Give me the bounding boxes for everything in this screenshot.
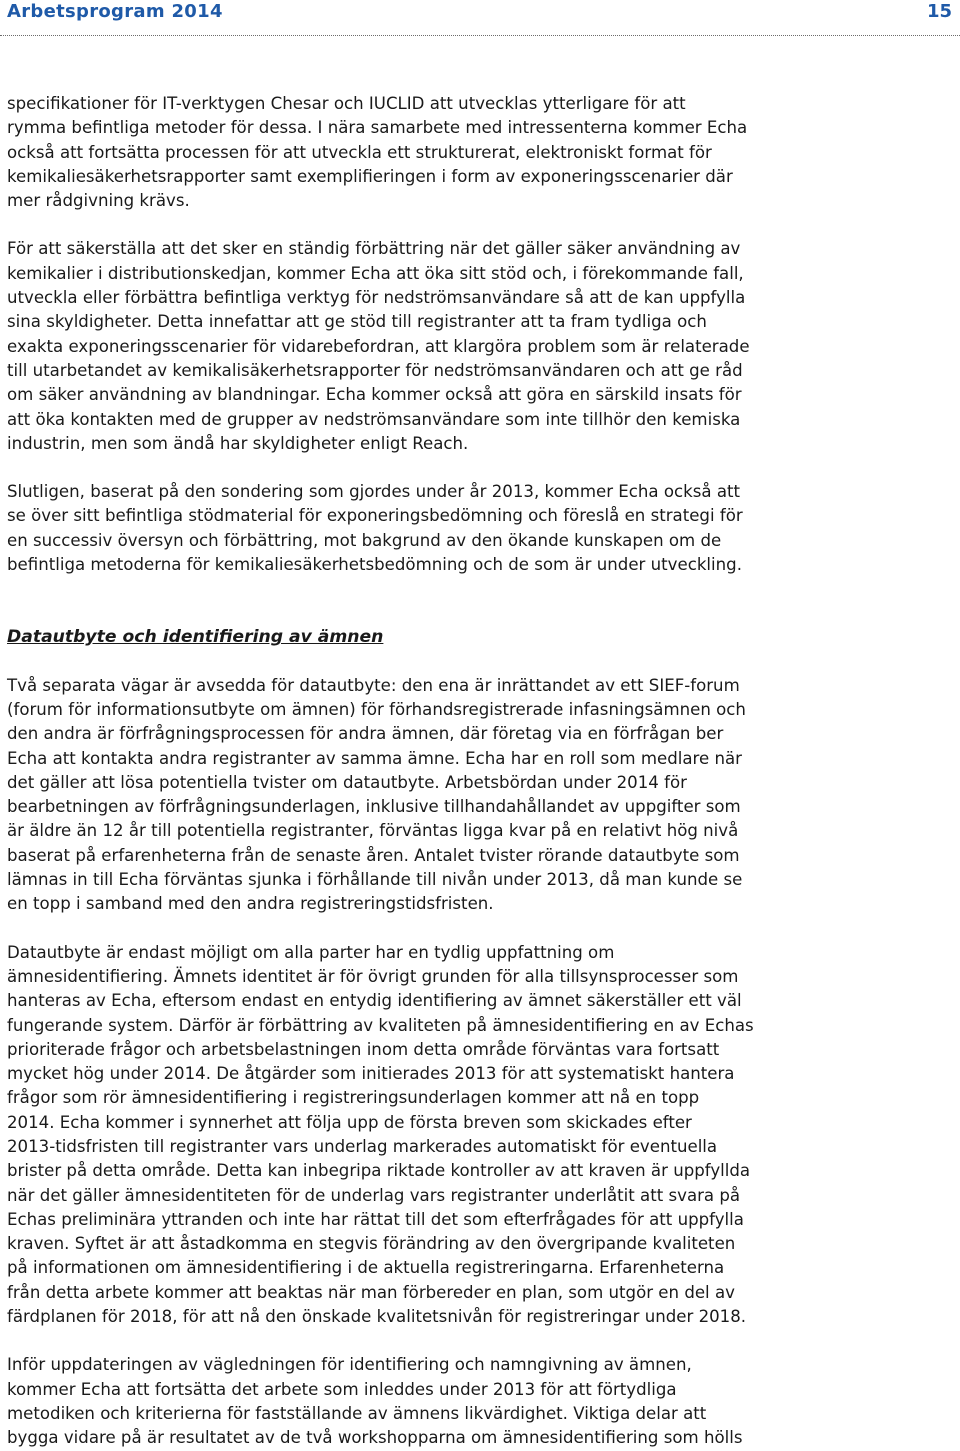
text-line: frågor som rör ämnesidentifiering i registreringsunderlagen kommer att nå en topp (7, 1088, 700, 1108)
paragraph-safe-use (7, 237, 957, 456)
paragraph-guidance-update (7, 1353, 957, 1450)
text-line: när det gäller ämnesidentiteten för de underlag vars registranter underlåtit att svara på (7, 1185, 741, 1205)
text-line: specifikationer för IT-verktygen Chesar och IUCLID att utvecklas ytterligare för att (7, 94, 686, 113)
text-line: befintliga metoderna för kemikaliesäkerhetsbedömning och de som är under utveckling. (7, 555, 742, 575)
text-line: hanteras av Echa, eftersom endast en entydig identifiering av ämnet säkerställer ett väl (7, 991, 742, 1011)
text-line: prioriterade frågor och arbetsbelastningen inom detta område förväntas vara fortsatt (7, 1039, 720, 1059)
text-line: det gäller att lösa potentiella tvister om datautbyte. Arbetsbördan under 2014 för (7, 772, 687, 792)
text-line: är äldre än 12 år till potentiella registranter, förväntas ligga kvar på en relativt hög nivå (7, 821, 739, 841)
text-line: exakta exponeringsscenarier för vidarebefordran, att klargöra problem som är relaterade (7, 336, 750, 356)
paragraph-it-tools (7, 92, 957, 213)
text-line: bygga vidare på är resultatet av de två workshopparna om ämnesidentifiering som hölls (7, 1428, 743, 1448)
paragraph-conclusion (7, 480, 957, 577)
page-number: 15 (926, 1, 952, 22)
text-line: brister på detta område. Detta kan inbegripa riktade kontroller av att kraven är uppfyllda (7, 1161, 751, 1181)
text-line: metodiken och kriterierna för fastställande av ämnens likvärdighet. Viktiga delar att (7, 1403, 707, 1423)
text-line: sina skyldigheter. Detta innefattar att ge stöd till registranter att ta fram tydliga och (7, 312, 707, 332)
text-line: Inför uppdateringen av vägledningen för identifiering och namngivning av ämnen, (7, 1355, 692, 1375)
text-line: Echa att kontakta andra registranter av samma ämne. Echa har en roll som medlare när (7, 748, 742, 768)
text-line: baserat på erfarenheterna från de senaste åren. Antalet tvister rörande datautbyte som (7, 845, 740, 865)
text-line: Två separata vägar är avsedda för datautbyte: den ena är inrättandet av ett SIEF-forum (7, 675, 740, 695)
text-line: 2013-tidsfristen till registranter vars underlag markerades automatiskt för eventuella (7, 1136, 718, 1156)
text-line: (forum för informationsutbyte om ämnen) för förhandsregistrerade infasningsämnen och (7, 699, 746, 719)
paragraph-data-sharing (7, 674, 957, 917)
text-line: fungerande system. Därför är förbättring av kvaliteten på ämnesidentifiering en av Echas (7, 1015, 754, 1035)
page-header (0, 0, 960, 34)
text-line: kraven. Syftet är att åstadkomma en stegvis förändring av den övergripande kvaliteten (7, 1234, 736, 1254)
text-line: 2014. Echa kommer i synnerhet att följa upp de första breven som skickades efter (7, 1112, 692, 1132)
text-line: Echas preliminära yttranden och inte har rättat till det som efterfrågades för att uppfylla (7, 1209, 744, 1229)
text-line: om säker användning av blandningar. Echa kommer också att göra en särskild insats för (7, 385, 742, 405)
text-line: en topp i samband med den andra registreringstidsfristen. (7, 894, 494, 914)
text-line: kemikalier i distributionskedjan, kommer Echa att öka sitt stöd och, i förekommande fall, (7, 263, 744, 283)
text-line: att öka kontakten med de grupper av nedströmsanvändare som inte tillhör den kemiska (7, 409, 741, 429)
text-line: till utarbetandet av kemikalisäkerhetsrapporter för nedströmsanvändaren och att ge råd (7, 360, 743, 380)
text-line: kemikaliesäkerhetsrapporter samt exemplifieringen i form av exponeringsscenarier där (7, 166, 733, 186)
text-line: mycket hög under 2014. De åtgärder som initierades 2013 för att systematiskt hantera (7, 1064, 735, 1084)
text-line: en successiv översyn och förbättring, mot bakgrund av den ökande kunskapen om de (7, 530, 722, 550)
text-line: också att fortsätta processen för att utveckla ett strukturerat, elektroniskt format för (7, 142, 712, 162)
section-heading: Datautbyte och identifiering av ämnen (7, 627, 384, 648)
text-line: Slutligen, baserat på den sondering som gjordes under år 2013, kommer Echa också att (7, 482, 741, 502)
text-line: lämnas in till Echa förväntas sjunka i förhållande till nivån under 2013, då man kunde se (7, 870, 743, 890)
header-title: Arbetsprogram 2014 (7, 1, 223, 22)
text-line: ämnesidentifiering. Ämnets identitet är för övrigt grunden för alla tillsynsprocesser som (7, 966, 739, 986)
text-line: rymma befintliga metoder för dessa. I nära samarbete med intressenterna kommer Echa (7, 118, 748, 138)
text-line: För att säkerställa att det sker en ständig förbättring när det gäller säker användning av (7, 239, 741, 259)
text-line: den andra är förfrågningsprocessen för andra ämnen, där företag via en förfrågan ber (7, 724, 724, 744)
text-line: på informationen om ämnesidentifiering i de aktuella registreringarna. Erfarenheterna (7, 1258, 725, 1278)
text-line: färdplanen för 2018, för att nå den önskade kvalitetsnivån för registreringar under 2018. (7, 1307, 747, 1327)
text-line: se över sitt befintliga stödmaterial för exponeringsbedömning och föreslå en strategi för (7, 506, 743, 526)
text-line: bearbetningen av förfrågningsunderlagen, inklusive tillhandahållandet av uppgifter som (7, 797, 741, 817)
text-line: industrin, men som ändå har skyldigheter enligt Reach. (7, 433, 469, 453)
paragraph-substance-identity (7, 941, 957, 1330)
text-line: kommer Echa att fortsätta det arbete som inleddes under 2013 för att förtydliga (7, 1379, 677, 1399)
text-line: från detta arbete kommer att beaktas när man förbereder en plan, som utgör en del av (7, 1282, 735, 1302)
text-line: mer rådgivning krävs. (7, 191, 190, 211)
document-body (7, 92, 957, 1451)
text-line: Datautbyte är endast möjligt om alla parter har en tydlig uppfattning om (7, 942, 615, 962)
text-line: utveckla eller förbättra befintliga verktyg för nedströmsanvändare så att de kan uppfylla (7, 288, 746, 308)
header-divider (0, 35, 960, 36)
